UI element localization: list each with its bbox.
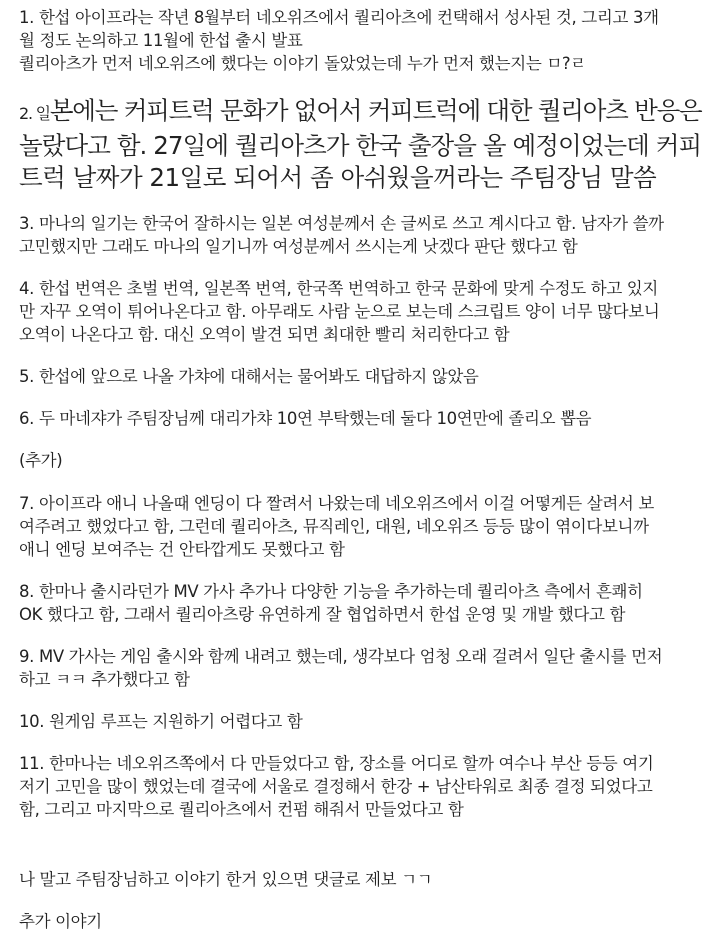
spacer [19, 626, 703, 645]
text-line: 여주려고 했었다고 함, 그런데 퀄리아츠, 뮤직레인, 대원, 네오위즈 등등 많이 엮이다보니까 [19, 517, 649, 536]
spacer [19, 258, 703, 277]
text-line: 10. 원게임 루프는 지원하기 어렵다고 함 [19, 712, 303, 731]
spacer [19, 388, 703, 407]
spacer [19, 346, 703, 365]
item-9 [19, 645, 703, 691]
item-2-highlight [19, 95, 703, 194]
text-line: 6. 두 마네쟈가 주팀장님께 대리가챠 10연 부탁했는데 둘다 10연만에 졸리오 뽑음 [19, 409, 592, 428]
text-line: 만 자꾸 오역이 튀어나온다고 함. 아무래도 사람 눈으로 보는데 스크립트 양이 너무 많다보니 [19, 302, 660, 321]
closing-note [19, 868, 703, 891]
spacer [19, 891, 703, 910]
spacer [19, 75, 703, 95]
item-5 [19, 365, 703, 388]
text-line: 고민했지만 그래도 마나의 일기니까 여성분께서 쓰시는게 낫겠다 판단 했다고 함 [19, 237, 578, 256]
text-line: 퀄리아츠가 먼저 네오위즈에 했다는 이야기 돌았었는데 누가 먼저 했는지는 ㅁ?ㄹ [19, 54, 586, 73]
text-line: 나 말고 주팀장님하고 이야기 한거 있으면 댓글로 제보 ㄱㄱ [19, 870, 433, 889]
item-2-lead: 2. 일 [19, 104, 50, 123]
item-7 [19, 492, 703, 561]
item-1 [19, 6, 703, 75]
article-body [19, 6, 703, 933]
text-line: 월 정도 논의하고 11월에 한섭 출시 발표 [19, 31, 303, 50]
spacer [19, 430, 703, 449]
text-line: 9. MV 가사는 게임 출시와 함께 내려고 했는데, 생각보다 엄청 오래 걸려서 일단 출시를 먼저 [19, 647, 663, 666]
text-line: 트럭 날짜가 21일로 되어서 좀 아쉬웠을꺼라는 주팀장님 말씀 [19, 163, 657, 192]
text-line: 하고 ㅋㅋ 추가했다고 함 [19, 670, 190, 689]
item-11 [19, 752, 703, 821]
spacer [19, 194, 703, 212]
item-10 [19, 710, 703, 733]
text-line: (추가) [19, 451, 63, 470]
item-6 [19, 407, 703, 430]
text-line: 놀랐다고 함. 27일에 퀄리아츠가 한국 출장을 올 예정이었는데 커피 [19, 131, 702, 160]
text-line: 3. 마나의 일기는 한국어 잘하시는 일본 여성분께서 손 글씨로 쓰고 계시다고 함. 남자가 쓸까 [19, 214, 664, 233]
text-segment: 본에는 커피트럭 문화가 없어서 커피트럭에 대한 퀄리아츠 반응은 [49, 96, 702, 125]
item-3 [19, 212, 703, 258]
spacer [19, 733, 703, 752]
text-line: 8. 한마나 출시라던가 MV 가사 추가나 다양한 기능을 추가하는데 퀄리아츠 측에서 흔쾌히 [19, 582, 643, 601]
text-line: 추가 이야기 [19, 912, 102, 931]
text-line: OK 했다고 함, 그래서 퀄리아츠랑 유연하게 잘 협업하면서 한섭 운영 및 개발 했다고 함 [19, 605, 626, 624]
text-line: 11. 한마나는 네오위즈쪽에서 다 만들었다고 함, 장소를 어디로 할까 여수나 부산 등등 여기 [19, 754, 654, 773]
spacer [19, 691, 703, 710]
item-8 [19, 580, 703, 626]
text-line: 함, 그리고 마지막으로 퀄리아츠에서 컨펌 해줘서 만들었다고 함 [19, 800, 464, 819]
text-line [19, 95, 703, 130]
text-line: 5. 한섭에 앞으로 나올 가챠에 대해서는 물어봐도 대답하지 않았음 [19, 367, 479, 386]
spacer [19, 561, 703, 580]
spacer [19, 472, 703, 492]
text-line: 7. 아이프라 애니 나올때 엔딩이 다 짤려서 나왔는데 네오위즈에서 이걸 어떻게든 살려서 보 [19, 494, 654, 513]
text-line: 1. 한섭 아이프라는 작년 8월부터 네오위즈에서 퀄리아츠에 컨택해서 성사된 것, 그리고 3개 [19, 8, 659, 27]
spacer [19, 821, 703, 868]
text-line: 4. 한섭 번역은 초벌 번역, 일본쪽 번역, 한국쪽 번역하고 한국 문화에 맞게 수정도 하고 있지 [19, 279, 658, 298]
addition-label [19, 449, 703, 472]
text-line: 저기 고민을 많이 했었는데 결국에 서울로 결정해서 한강 + 남산타워로 최종 결정 되었다고 [19, 777, 653, 796]
text-line: 오역이 나온다고 함. 대신 오역이 발견 되면 최대한 빨리 처리한다고 함 [19, 325, 510, 344]
item-4 [19, 277, 703, 346]
text-line: 애니 엔딩 보여주는 건 안타깝게도 못했다고 함 [19, 540, 345, 559]
